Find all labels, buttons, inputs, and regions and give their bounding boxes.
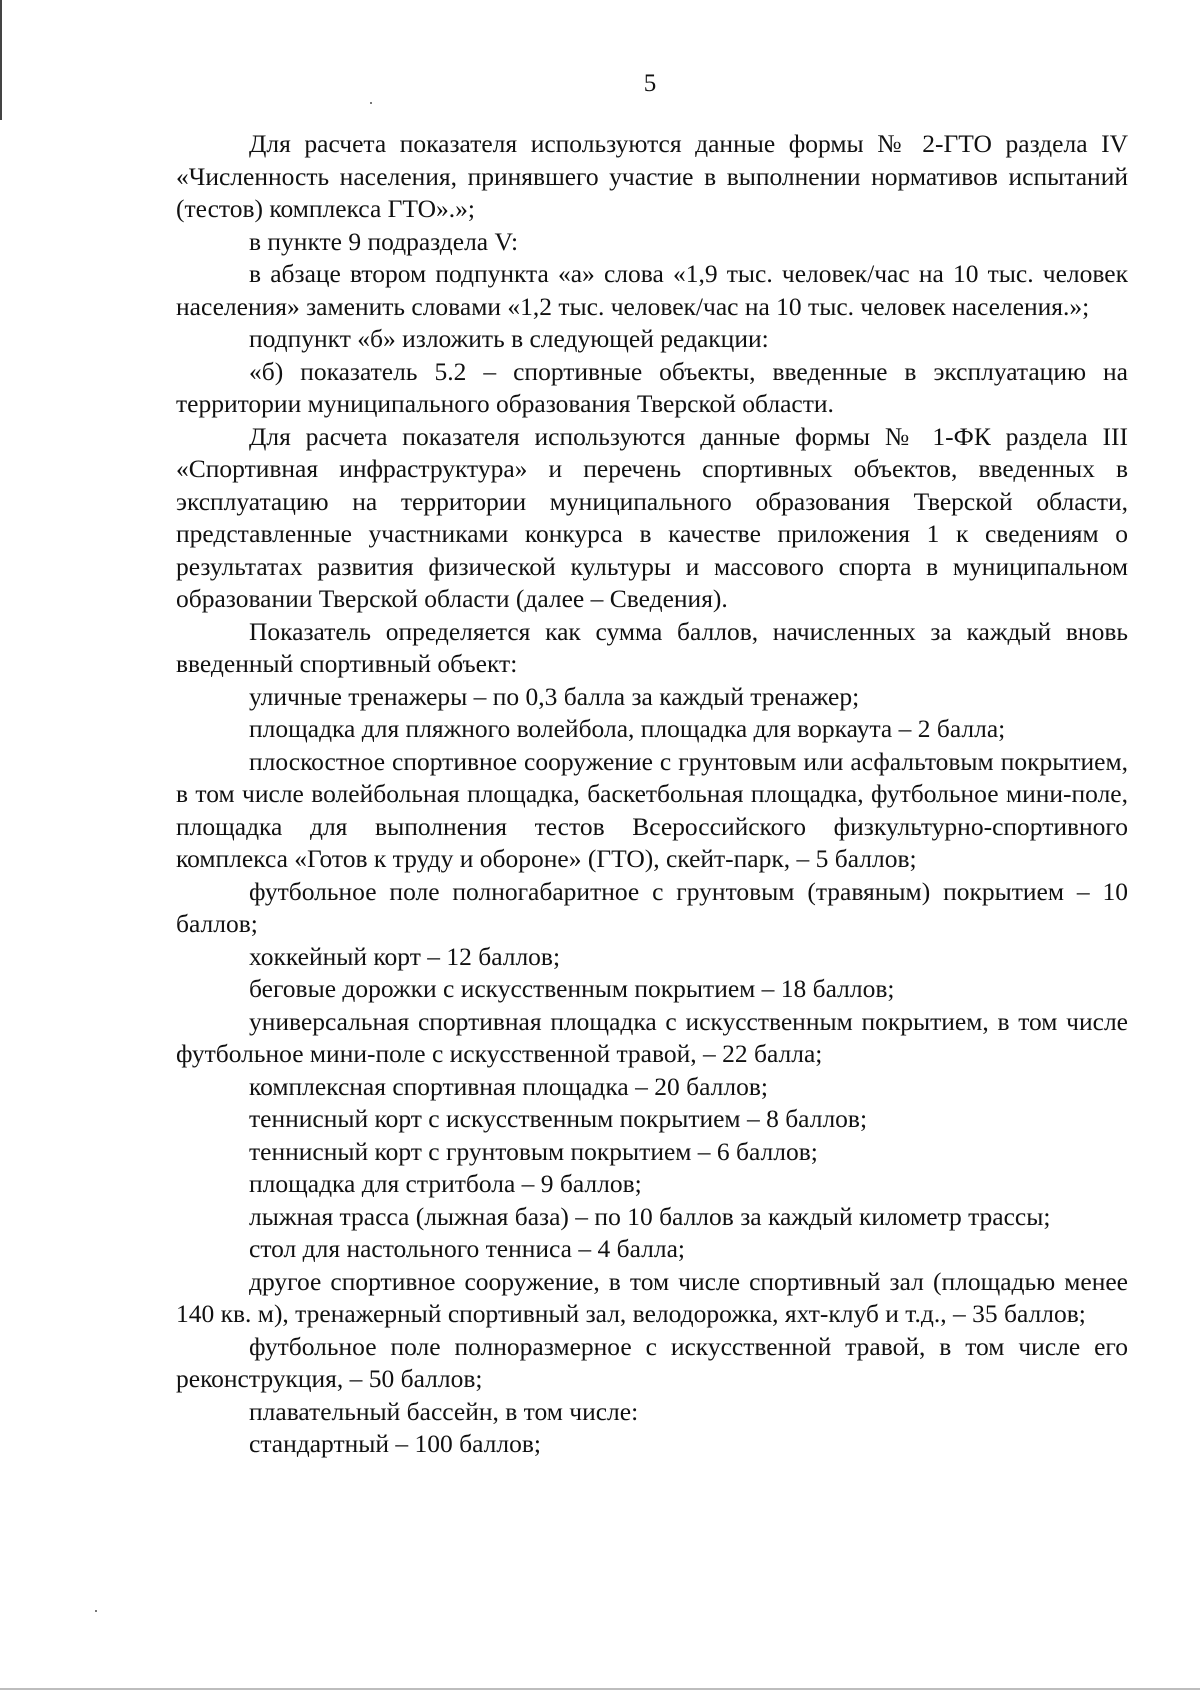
paragraph: в пункте 9 подраздела V: <box>249 226 519 256</box>
paragraph: плавательный бассейн, в том числе: <box>249 1396 639 1426</box>
paragraph: площадка для пляжного волейбола, площадка для воркаута – 2 балла; <box>249 714 1006 743</box>
paragraph: теннисный корт с грунтовым покрытием – 6 баллов; <box>249 1136 818 1166</box>
paragraph: в абзаце втором подпункта «а» слова «1,9 тыс. человек/час на 10 тыс. человек населения» заменить словами «1,2 тыс. человек/час на 10 тыс. человек населения.»; <box>176 259 1128 321</box>
paragraph: подпункт «б» изложить в следующей редакции: <box>249 324 769 353</box>
scan-edge-mark <box>0 0 2 120</box>
paragraph: лыжная трасса (лыжная база) – по 10 баллов за каждый километр трассы; <box>249 1201 1051 1231</box>
paragraph: Для расчета показателя используются данные формы № 1-ФК раздела III «Спортивная инфраструктура» и перечень спортивных объектов, введенных в эксплуатацию на территории муниципального образования Тверской области, представленные участниками конкурса в качестве приложения 1 к сведениям о результатах развития физической культуры и массового спорта в муниципальном образовании Тверской области (далее – Сведения). <box>176 421 1128 613</box>
paragraph: плоскостное спортивное сооружение с грунтовым или асфальтовым покрытием, в том числе волейбольная площадка, баскетбольная площадка, футбольное мини-поле, площадка для выполнения тестов Всероссийского физкультурно-спортивного комплекса «Готов к труду и обороне» (ГТО), скейт-парк, – 5 баллов; <box>176 746 1128 873</box>
page-number: 5 <box>643 70 657 97</box>
paragraph: уличные тренажеры – по 0,3 балла за каждый тренажер; <box>249 681 860 711</box>
paragraph: Показатель определяется как сумма баллов, начисленных за каждый вновь введенный спортивный объект: <box>176 616 1128 678</box>
paragraph: беговые дорожки с искусственным покрытием – 18 баллов; <box>249 974 895 1003</box>
paragraph: площадка для стритбола – 9 баллов; <box>249 1169 642 1198</box>
scan-speck <box>95 1610 97 1612</box>
scan-bottom-edge <box>0 1688 1200 1690</box>
paragraph: стол для настольного тенниса – 4 балла; <box>249 1234 685 1263</box>
paragraph: стандартный – 100 баллов; <box>249 1429 541 1458</box>
paragraph: теннисный корт с искусственным покрытием – 8 баллов; <box>249 1104 868 1133</box>
paragraph: футбольное поле полногабаритное с грунтовым (травяным) покрытием – 10 баллов; <box>176 876 1128 938</box>
document-body <box>176 128 1128 1461</box>
scan-speck <box>370 102 372 104</box>
paragraph: Для расчета показателя используются данные формы № 2-ГТО раздела IV «Численность населения, принявшего участие в выполнении нормативов испытаний (тестов) комплекса ГТО».»; <box>176 129 1128 223</box>
paragraph: другое спортивное сооружение, в том числе спортивный зал (площадью менее 140 кв. м), тренажерный спортивный зал, велодорожка, яхт-клуб и т.д., – 35 баллов; <box>176 1266 1128 1328</box>
paragraph: футбольное поле полноразмерное с искусственной травой, в том числе его реконструкция, – 50 баллов; <box>176 1331 1128 1393</box>
paragraph: хоккейный корт – 12 баллов; <box>249 941 561 971</box>
paragraph: «б) показатель 5.2 – спортивные объекты, введенные в эксплуатацию на территории муниципального образования Тверской области. <box>176 356 1128 418</box>
paragraph: универсальная спортивная площадка с искусственным покрытием, в том числе футбольное мини-поле с искусственной травой, – 22 балла; <box>176 1006 1128 1068</box>
paragraph: комплексная спортивная площадка – 20 баллов; <box>249 1071 768 1101</box>
